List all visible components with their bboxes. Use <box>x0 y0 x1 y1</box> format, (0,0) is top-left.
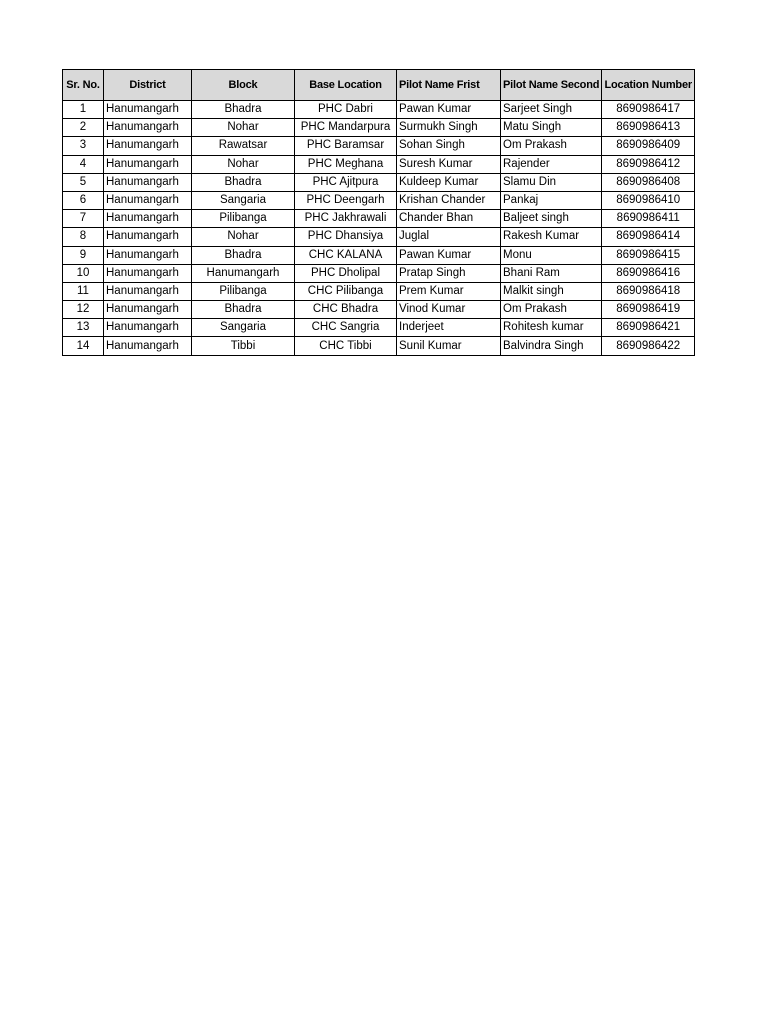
cell-sr-no: 11 <box>63 282 104 300</box>
cell-district: Hanumangarh <box>104 246 192 264</box>
cell-pilot-name-second: Om Prakash <box>501 137 602 155</box>
cell-pilot-name-first: Kuldeep Kumar <box>397 173 501 191</box>
cell-base-location: CHC Sangria <box>295 319 397 337</box>
header-sr-no: Sr. No. <box>63 70 104 101</box>
cell-pilot-name-first: Krishan Chander <box>397 191 501 209</box>
cell-pilot-name-first: Sohan Singh <box>397 137 501 155</box>
table-row <box>63 119 695 137</box>
table-row <box>63 191 695 209</box>
cell-pilot-name-second: Rohitesh kumar <box>501 319 602 337</box>
cell-block: Tibbi <box>192 337 295 355</box>
cell-pilot-name-second: Om Prakash <box>501 301 602 319</box>
cell-sr-no: 4 <box>63 155 104 173</box>
cell-block: Pilibanga <box>192 210 295 228</box>
cell-sr-no: 8 <box>63 228 104 246</box>
cell-block: Bhadra <box>192 173 295 191</box>
table-row <box>63 155 695 173</box>
cell-district: Hanumangarh <box>104 337 192 355</box>
table-row <box>63 319 695 337</box>
cell-sr-no: 2 <box>63 119 104 137</box>
cell-pilot-name-first: Vinod Kumar <box>397 301 501 319</box>
cell-pilot-name-first: Prem Kumar <box>397 282 501 300</box>
cell-district: Hanumangarh <box>104 173 192 191</box>
cell-block: Rawatsar <box>192 137 295 155</box>
cell-district: Hanumangarh <box>104 210 192 228</box>
cell-district: Hanumangarh <box>104 119 192 137</box>
table-row <box>63 228 695 246</box>
table-row <box>63 173 695 191</box>
cell-base-location: PHC Ajitpura <box>295 173 397 191</box>
cell-district: Hanumangarh <box>104 101 192 119</box>
cell-pilot-name-first: Pratap Singh <box>397 264 501 282</box>
cell-base-location: CHC Tibbi <box>295 337 397 355</box>
cell-district: Hanumangarh <box>104 137 192 155</box>
cell-sr-no: 13 <box>63 319 104 337</box>
table-row <box>63 246 695 264</box>
cell-district: Hanumangarh <box>104 301 192 319</box>
cell-base-location: CHC KALANA <box>295 246 397 264</box>
table-row <box>63 282 695 300</box>
cell-pilot-name-first: Inderjeet <box>397 319 501 337</box>
cell-pilot-name-second: Slamu Din <box>501 173 602 191</box>
cell-sr-no: 3 <box>63 137 104 155</box>
cell-district: Hanumangarh <box>104 228 192 246</box>
table-row <box>63 210 695 228</box>
header-block: Block <box>192 70 295 101</box>
cell-block: Sangaria <box>192 319 295 337</box>
cell-base-location: CHC Pilibanga <box>295 282 397 300</box>
cell-location-number: 8690986417 <box>602 101 695 119</box>
cell-base-location: PHC Dabri <box>295 101 397 119</box>
cell-pilot-name-second: Rakesh Kumar <box>501 228 602 246</box>
header-location-number: Location Number <box>602 70 695 101</box>
cell-base-location: PHC Mandarpura <box>295 119 397 137</box>
cell-sr-no: 6 <box>63 191 104 209</box>
cell-sr-no: 1 <box>63 101 104 119</box>
cell-district: Hanumangarh <box>104 319 192 337</box>
cell-block: Sangaria <box>192 191 295 209</box>
table-row <box>63 137 695 155</box>
cell-pilot-name-first: Juglal <box>397 228 501 246</box>
cell-district: Hanumangarh <box>104 264 192 282</box>
cell-base-location: PHC Baramsar <box>295 137 397 155</box>
cell-location-number: 8690986409 <box>602 137 695 155</box>
cell-block: Nohar <box>192 155 295 173</box>
cell-pilot-name-first: Pawan Kumar <box>397 246 501 264</box>
table-row <box>63 101 695 119</box>
cell-sr-no: 9 <box>63 246 104 264</box>
header-pilot-name-second: Pilot Name Second <box>501 70 602 101</box>
cell-base-location: PHC Dhansiya <box>295 228 397 246</box>
cell-block: Nohar <box>192 119 295 137</box>
header-base-location: Base Location <box>295 70 397 101</box>
cell-location-number: 8690986419 <box>602 301 695 319</box>
cell-pilot-name-second: Sarjeet Singh <box>501 101 602 119</box>
header-row <box>63 70 695 101</box>
cell-block: Bhadra <box>192 246 295 264</box>
cell-location-number: 8690986421 <box>602 319 695 337</box>
cell-location-number: 8690986415 <box>602 246 695 264</box>
cell-pilot-name-first: Chander Bhan <box>397 210 501 228</box>
header-pilot-name-first: Pilot Name Frist <box>397 70 501 101</box>
cell-base-location: PHC Deengarh <box>295 191 397 209</box>
cell-pilot-name-second: Pankaj <box>501 191 602 209</box>
table-row <box>63 337 695 355</box>
pilot-location-table <box>62 69 695 356</box>
cell-block: Nohar <box>192 228 295 246</box>
header-district: District <box>104 70 192 101</box>
cell-location-number: 8690986408 <box>602 173 695 191</box>
cell-location-number: 8690986412 <box>602 155 695 173</box>
cell-pilot-name-second: Balvindra Singh <box>501 337 602 355</box>
cell-block: Bhadra <box>192 101 295 119</box>
cell-location-number: 8690986411 <box>602 210 695 228</box>
table-row <box>63 301 695 319</box>
cell-pilot-name-second: Malkit singh <box>501 282 602 300</box>
cell-sr-no: 5 <box>63 173 104 191</box>
cell-pilot-name-first: Suresh Kumar <box>397 155 501 173</box>
table-row <box>63 264 695 282</box>
cell-pilot-name-first: Surmukh Singh <box>397 119 501 137</box>
cell-base-location: PHC Meghana <box>295 155 397 173</box>
cell-district: Hanumangarh <box>104 282 192 300</box>
cell-sr-no: 12 <box>63 301 104 319</box>
cell-block: Hanumangarh <box>192 264 295 282</box>
cell-location-number: 8690986418 <box>602 282 695 300</box>
cell-pilot-name-first: Sunil Kumar <box>397 337 501 355</box>
cell-pilot-name-second: Rajender <box>501 155 602 173</box>
cell-district: Hanumangarh <box>104 191 192 209</box>
cell-district: Hanumangarh <box>104 155 192 173</box>
cell-location-number: 8690986416 <box>602 264 695 282</box>
table-body <box>63 101 695 356</box>
cell-base-location: CHC Bhadra <box>295 301 397 319</box>
cell-location-number: 8690986413 <box>602 119 695 137</box>
cell-location-number: 8690986422 <box>602 337 695 355</box>
cell-block: Bhadra <box>192 301 295 319</box>
cell-location-number: 8690986414 <box>602 228 695 246</box>
cell-sr-no: 10 <box>63 264 104 282</box>
cell-pilot-name-second: Bhani Ram <box>501 264 602 282</box>
cell-pilot-name-second: Monu <box>501 246 602 264</box>
cell-block: Pilibanga <box>192 282 295 300</box>
cell-sr-no: 7 <box>63 210 104 228</box>
cell-pilot-name-first: Pawan Kumar <box>397 101 501 119</box>
cell-location-number: 8690986410 <box>602 191 695 209</box>
cell-base-location: PHC Dholipal <box>295 264 397 282</box>
cell-sr-no: 14 <box>63 337 104 355</box>
cell-base-location: PHC Jakhrawali <box>295 210 397 228</box>
cell-pilot-name-second: Baljeet singh <box>501 210 602 228</box>
cell-pilot-name-second: Matu Singh <box>501 119 602 137</box>
